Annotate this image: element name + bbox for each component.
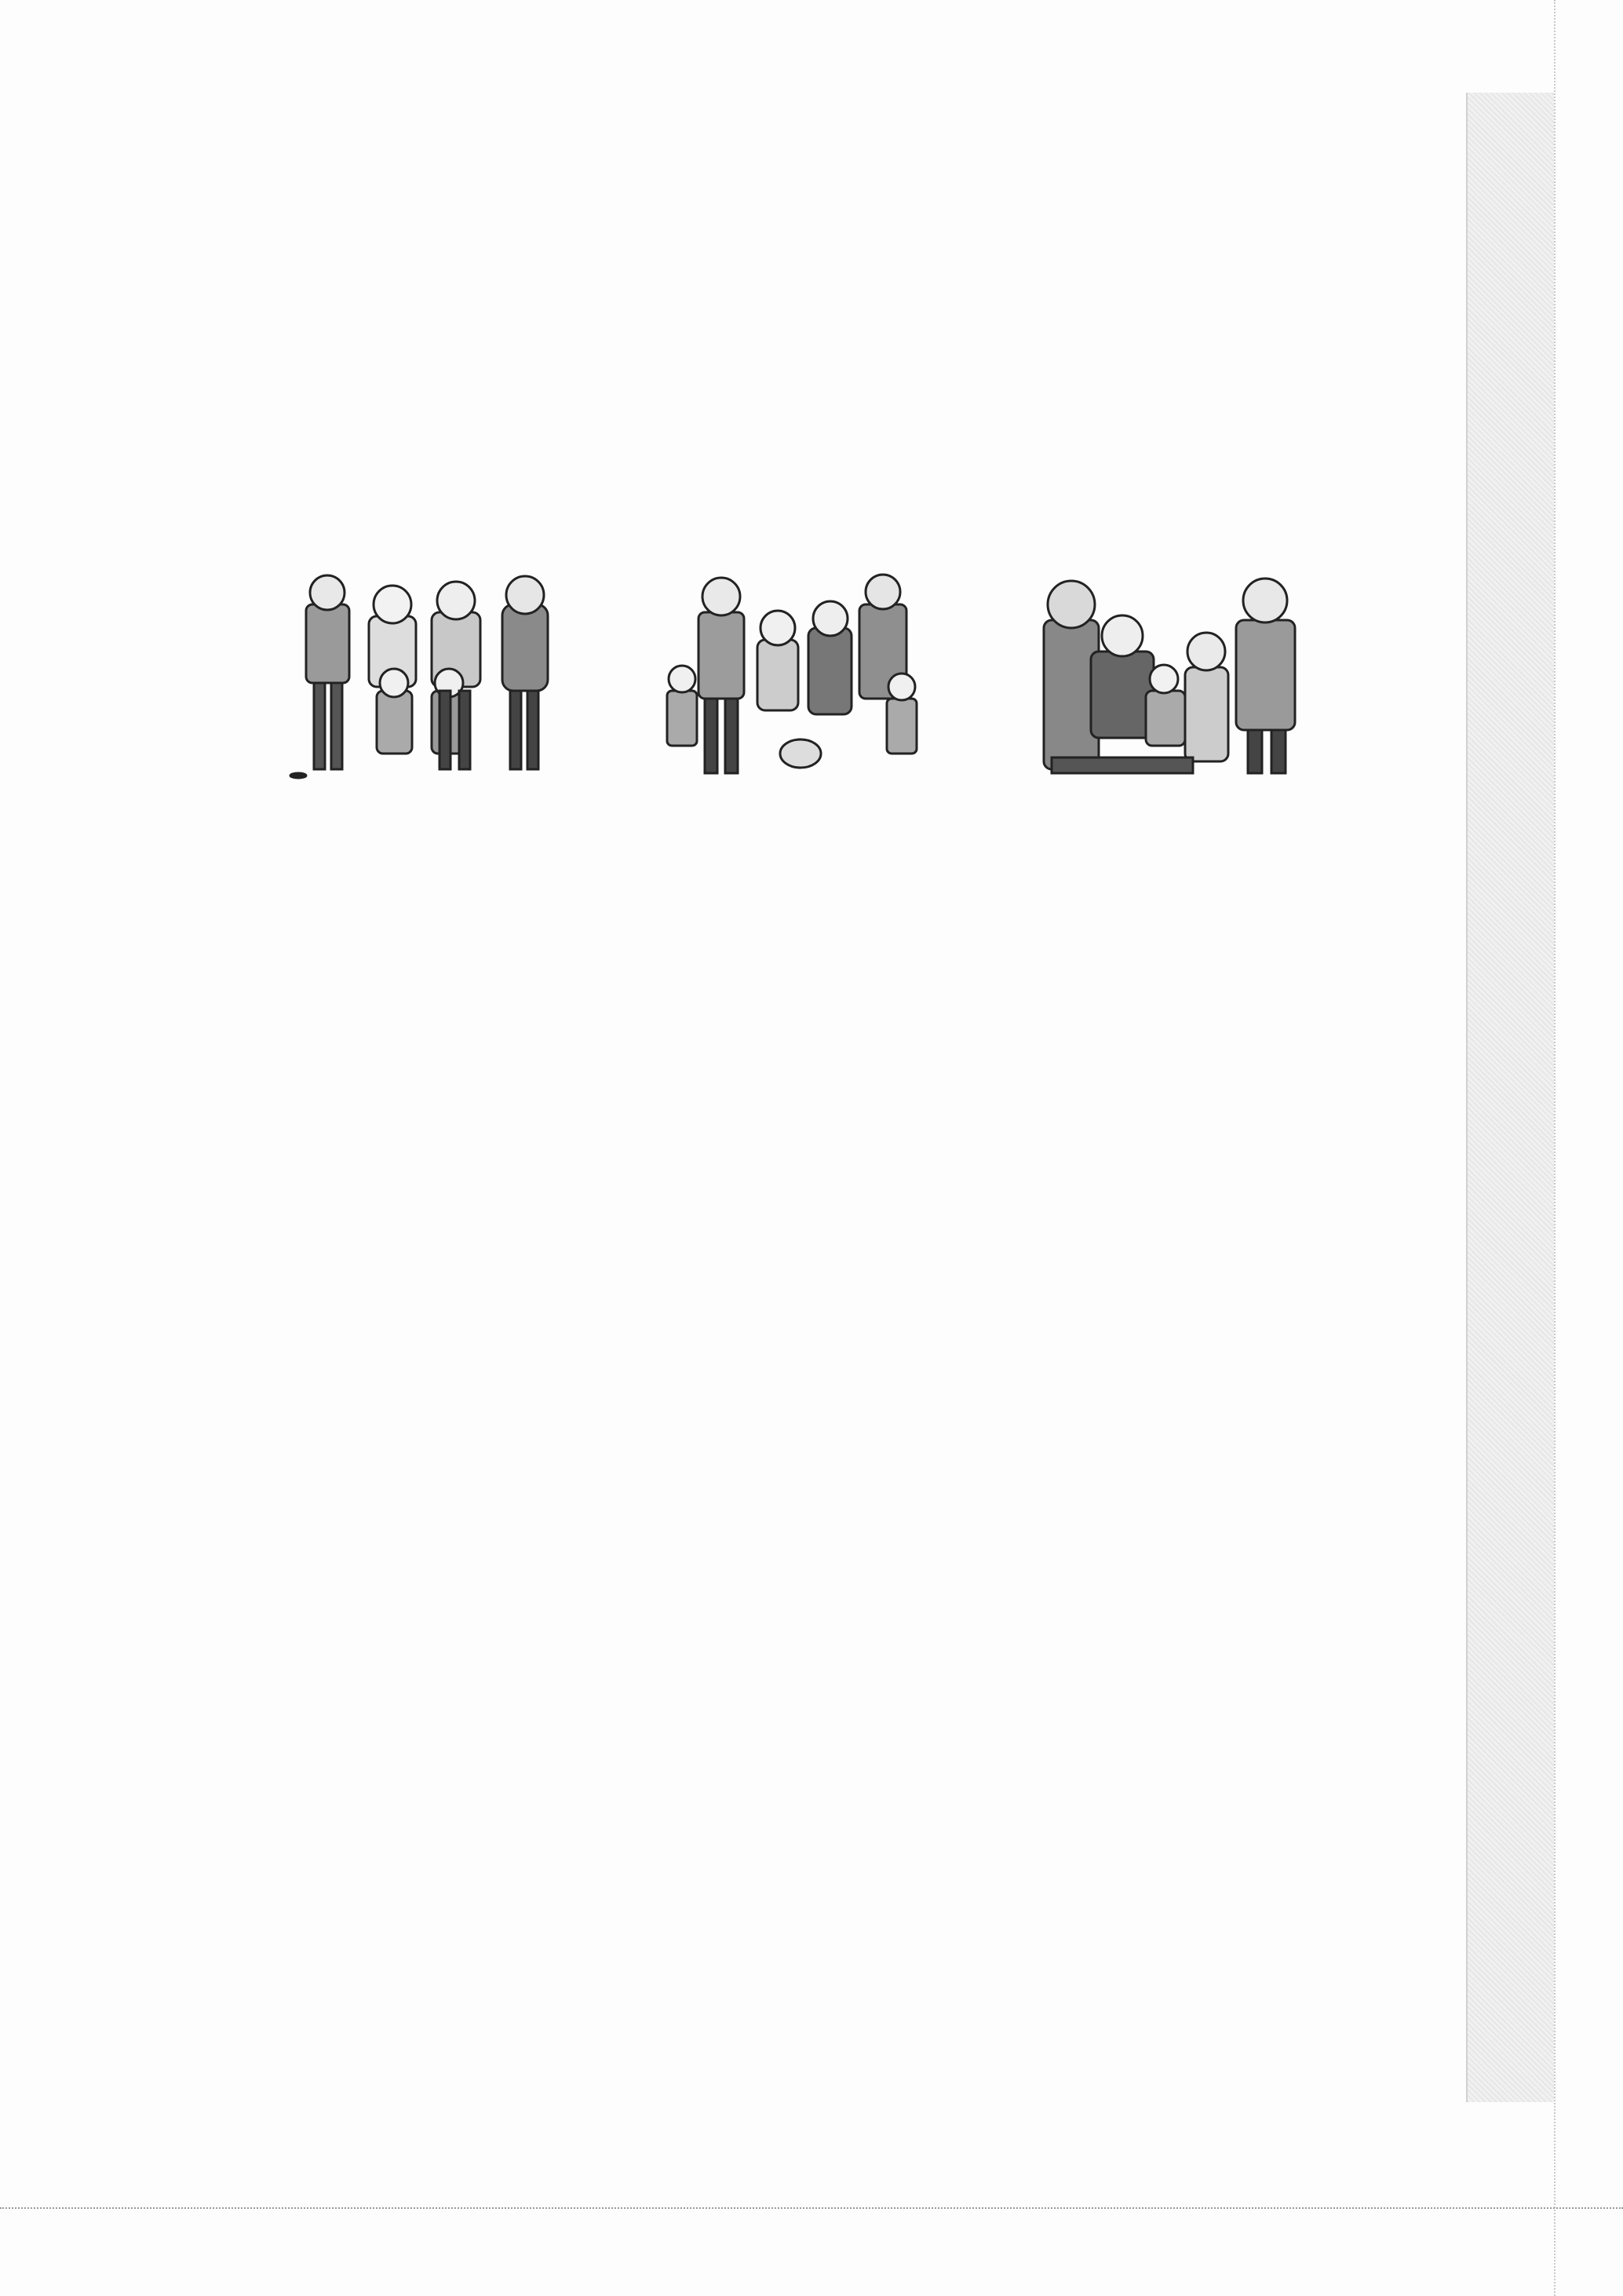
family-picture-a [283, 573, 581, 781]
chapter-sidebar [1466, 93, 1554, 2102]
family-picture-b [651, 573, 942, 781]
scan-edge-bottom [0, 2207, 1623, 2212]
scan-edge-right [1554, 0, 1558, 2296]
family-picture-c [1036, 573, 1326, 781]
